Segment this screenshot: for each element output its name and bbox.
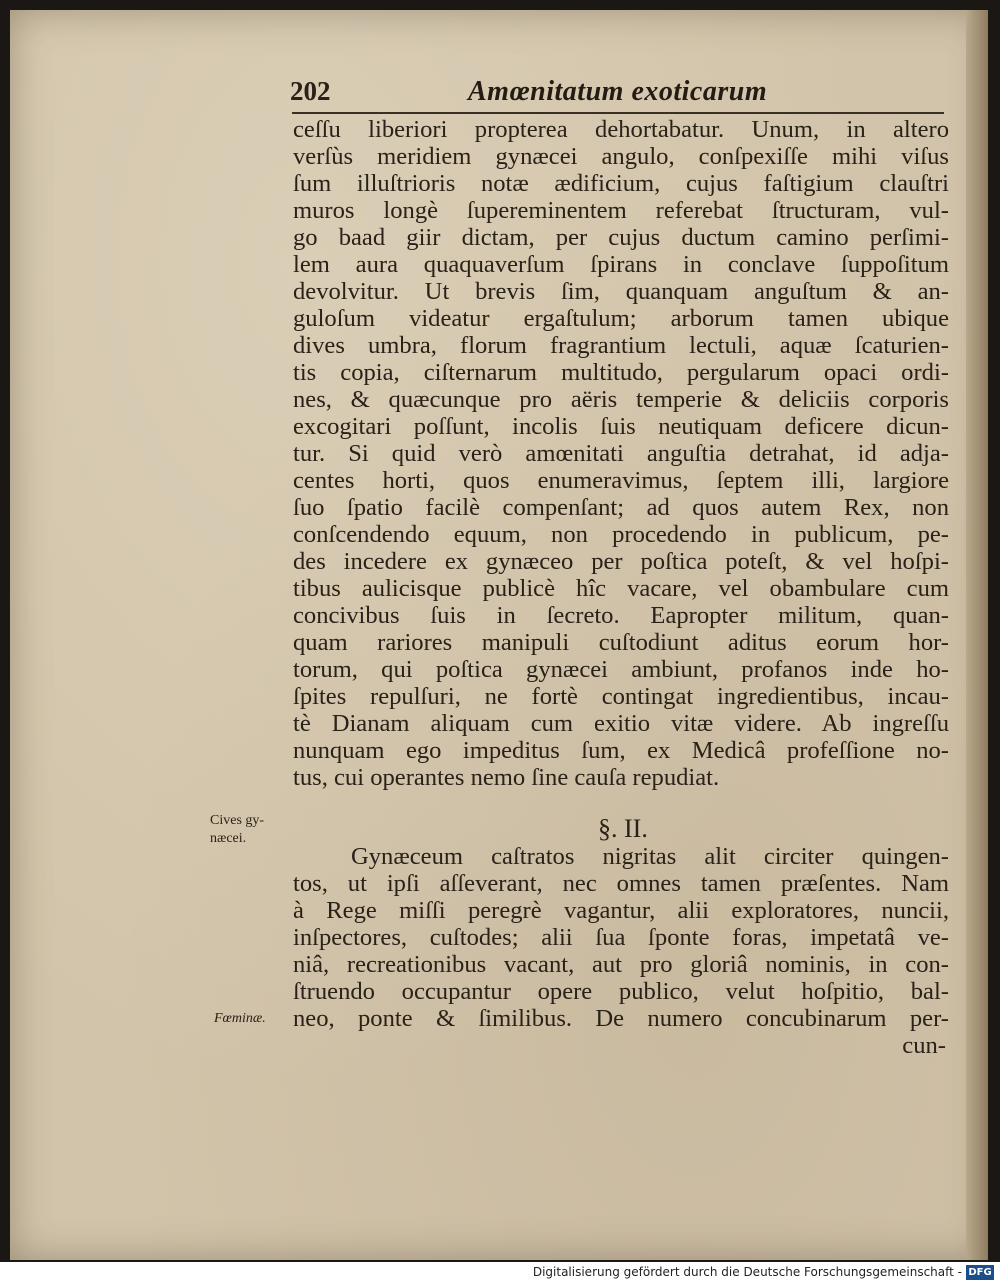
text-line: tè Dianam aliquam cum exitio vitæ videre. Ab ingreſſu	[293, 710, 949, 737]
text-line: inſpectores, cuſtodes; alii ſua ſponte foras, impetatâ ve-	[293, 924, 949, 951]
catchword: cun-	[902, 1032, 946, 1059]
text-block-2	[293, 843, 949, 1032]
section-heading: §. II.	[598, 814, 648, 843]
text-line: concivibus ſuis in ſecreto. Eapropter militum, quan-	[293, 602, 949, 629]
running-title: Amœnitatum exoticarum	[468, 76, 768, 107]
footer-credit: Digitalisierung gefördert durch die Deutsche Forschungsgemeinschaft -	[532, 1265, 962, 1279]
text-line: ceſſu liberiori propterea dehortabatur. Unum, in altero	[293, 116, 949, 143]
text-line: devolvitur. Ut brevis ſim, quanquam anguſtum & an-	[293, 278, 949, 305]
head-rule	[292, 112, 944, 114]
text-line: torum, qui poſtica gynæcei ambiunt, profanos inde ho-	[293, 656, 949, 683]
text-line: ſpites repulſuri, ne fortè contingat ingredientibus, incau-	[293, 683, 949, 710]
text-line: quam rariores manipuli cuſtodiunt aditus eorum hor-	[293, 629, 949, 656]
text-line: des incedere ex gynæceo per poſtica poteſt, & vel hoſpi-	[293, 548, 949, 575]
text-line: nes, & quæcunque pro aëris temperie & deliciis corporis	[293, 386, 949, 413]
marginal-note: Cives gy- næcei.	[210, 813, 265, 846]
footer-bar	[0, 1262, 1000, 1285]
text-line: conſcendendo equum, non procedendo in publicum, pe-	[293, 521, 949, 548]
text-line: ſuo ſpatio facilè compenſant; ad quos autem Rex, non	[293, 494, 949, 521]
text-line: tur. Si quid verò amœnitati anguſtia detrahat, id adja-	[293, 440, 949, 467]
text-line: Gynæceum caſtratos nigritas alit circiter quingen-	[351, 843, 949, 870]
text-line: tis copia, ciſternarum multitudo, pergularum opaci ordi-	[293, 359, 949, 386]
text-line: excogitari poſſunt, incolis ſuis neutiquam deficere dicun-	[293, 413, 949, 440]
text-line: ſum illuſtrioris notæ ædificium, cujus faſtigium clauſtri	[293, 170, 949, 197]
page-edge	[966, 10, 988, 1260]
text-line: dives umbra, florum fragrantium lectuli, aquæ ſcaturien-	[293, 332, 949, 359]
text-line: go baad giir dictam, per cujus ductum camino perſimi-	[293, 224, 949, 251]
text-line: muros longè ſupereminentem referebat ſtructuram, vul-	[293, 197, 949, 224]
text-line: ſtruendo occupantur opere publico, velut hoſpitio, bal-	[293, 978, 949, 1005]
dfg-logo-icon: DFG	[966, 1265, 994, 1280]
running-head	[290, 76, 946, 110]
text-line: guloſum videatur ergaſtulum; arborum tamen ubique	[293, 305, 949, 332]
text-line: lem aura quaquaverſum ſpirans in conclave ſuppoſitum	[293, 251, 949, 278]
text-line: verſùs meridiem gynæcei angulo, conſpexiſſe mihi viſus	[293, 143, 949, 170]
text-block-1	[293, 116, 949, 791]
marginal-note: Fœminæ.	[214, 1011, 266, 1026]
text-line: nunquam ego impeditus ſum, ex Medicâ profeſſione no-	[293, 737, 949, 764]
text-line: à Rege miſſi peregrè vagantur, alii exploratores, nuncii,	[293, 897, 949, 924]
text-line: neo, ponte & ſimilibus. De numero concubinarum per-	[293, 1005, 949, 1032]
page-number: 202	[290, 76, 331, 106]
text-line: tibus aulicisque publicè hîc vacare, vel obambulare cum	[293, 575, 949, 602]
text-line: niâ, recreationibus vacant, aut pro gloriâ nominis, in con-	[293, 951, 949, 978]
text-line: tos, ut ipſi aſſeverant, nec omnes tamen præſentes. Nam	[293, 870, 949, 897]
text-line: centes horti, quos enumeravimus, ſeptem illi, largiore	[293, 467, 949, 494]
text-line: tus, cui operantes nemo ſine cauſa repudiat.	[293, 764, 720, 791]
